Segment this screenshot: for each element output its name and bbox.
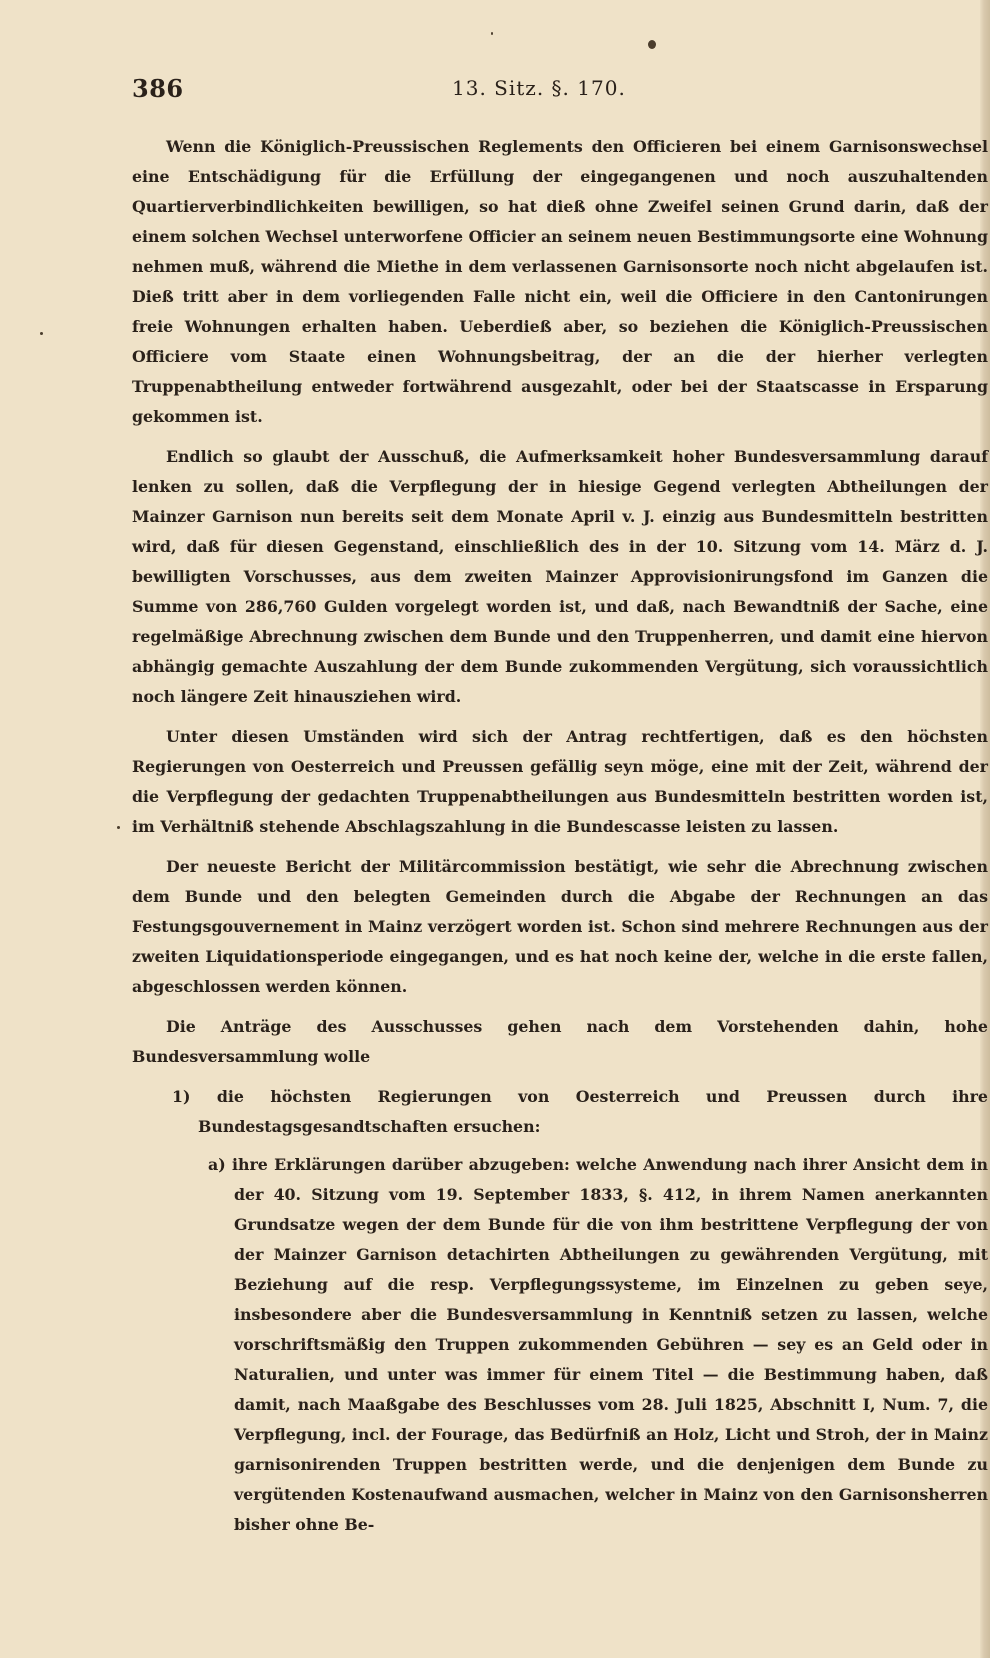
body-text [132,132,988,1540]
paragraph: Der neueste Bericht der Militärcommission bestätigt, wie sehr die Abrechnung zwischen dem Bunde und den belegten Gemeinden durch die Abgabe der Rechnungen an das Festungsgouvernement in Mainz verzögert worden ist. Schon sind mehrere Rechnungen aus der zweiten Liquidationsperiode eingegangen, und es hat noch keine der, welche in die erste fallen, abgeschlossen werden können. [132,857,988,996]
document-page [132,74,988,1540]
paragraph: Unter diesen Umständen wird sich der Antrag rechtfertigen, daß es den höchsten Regierungen von Oesterreich und Preussen gefällig seyn möge, eine mit der Zeit, während der die Verpflegung der gedachten Truppenabtheilungen aus Bundesmitteln bestritten worden ist, im Verhältniß stehende Abschlagszahlung in die Bundescasse leisten zu lassen. [132,727,988,836]
paragraph: Wenn die Königlich-Preussischen Reglements den Officieren bei einem Garnisonswechsel eine Entschädigung für die Erfüllung der eingegangenen und noch auszuhaltenden Quartierverbindlichkeiten bewilligen, so hat dieß ohne Zweifel seinen Grund darin, daß der einem solchen Wechsel unterworfene Officier an seinem neuen Bestimmungsorte eine Wohnung nehmen muß, während die Miethe in dem verlassenen Garnisonsorte noch nicht abgelaufen ist. Dieß tritt aber in dem vorliegenden Falle nicht ein, weil die Officiere in den Cantonirungen freie Wohnungen erhalten haben. Ueberdieß aber, so beziehen die Königlich-Preussischen Officiere vom Staate einen Wohnungsbeitrag, der an die der hierher verlegten Truppenabtheilung entweder fortwährend ausgezahlt, oder bei der Staatscasse in Ersparung gekommen ist. [132,137,988,426]
ink-speck [40,332,43,335]
list-item-a: a) ihre Erklärungen darüber abzugeben: welche Anwendung nach ihrer Ansicht dem in der 40. Sitzung vom 19. September 1833, §. 412, in ihrem Namen anerkannten Grundsatze wegen der dem Bunde für die von ihm bestrittene Verpflegung der von der Mainzer Garnison detachirten Abtheilungen zu gewährenden Vergütung, mit Beziehung auf die resp. Verpflegungssysteme, im Einzelnen zu geben seye, insbesondere aber die Bundesversammlung in Kenntniß setzen zu lassen, welche vorschriftsmäßig den Truppen zukommenden Gebühren — sey es an Geld oder in Naturalien, und unter was immer für einem Titel — die Bestimmung haben, daß damit, nach Maaßgabe des Beschlusses vom 28. Juli 1825, Abschnitt I, Num. 7, die Verpflegung, incl. der Fourage, das Bedürfniß an Holz, Licht und Stroh, der in Mainz garnisonirenden Truppen bestritten werde, und die denjenigen dem Bunde zu vergütenden Kostenaufwand ausmachen, welcher in Mainz von den Garnisonsherren bisher ohne Be- [208,1155,988,1534]
page-number: 386 [132,74,184,103]
running-head: 13. Sitz. §. 170. [452,76,626,100]
ink-speck [648,40,656,49]
paragraph: Die Anträge des Ausschusses gehen nach dem Vorstehenden dahin, hohe Bundesversammlung wolle [132,1017,988,1066]
paragraph: Endlich so glaubt der Ausschuß, die Aufmerksamkeit hoher Bundesversammlung darauf lenken zu sollen, daß die Verpflegung der in hiesige Gegend verlegten Abtheilungen der Mainzer Garnison nun bereits seit dem Monate April v. J. einzig aus Bundesmitteln bestritten wird, daß für diesen Gegenstand, einschließlich des in der 10. Sitzung vom 14. März d. J. bewilligten Vorschusses, aus dem zweiten Mainzer Approvisionirungsfond im Ganzen die Summe von 286,760 Gulden vorgelegt worden ist, und daß, nach Bewandtniß der Sache, eine regelmäßige Abrechnung zwischen dem Bunde und den Truppenherren, und damit eine hiervon abhängig gemachte Auszahlung der dem Bunde zukommenden Vergütung, sich voraussichtlich noch längere Zeit hinausziehen wird. [132,447,988,706]
ink-speck [117,826,120,829]
page-header [132,74,988,112]
ink-speck [491,32,493,35]
list-item-1: 1) die höchsten Regierungen von Oesterreich und Preussen durch ihre Bundestagsgesandtschaften ersuchen: [172,1087,988,1136]
